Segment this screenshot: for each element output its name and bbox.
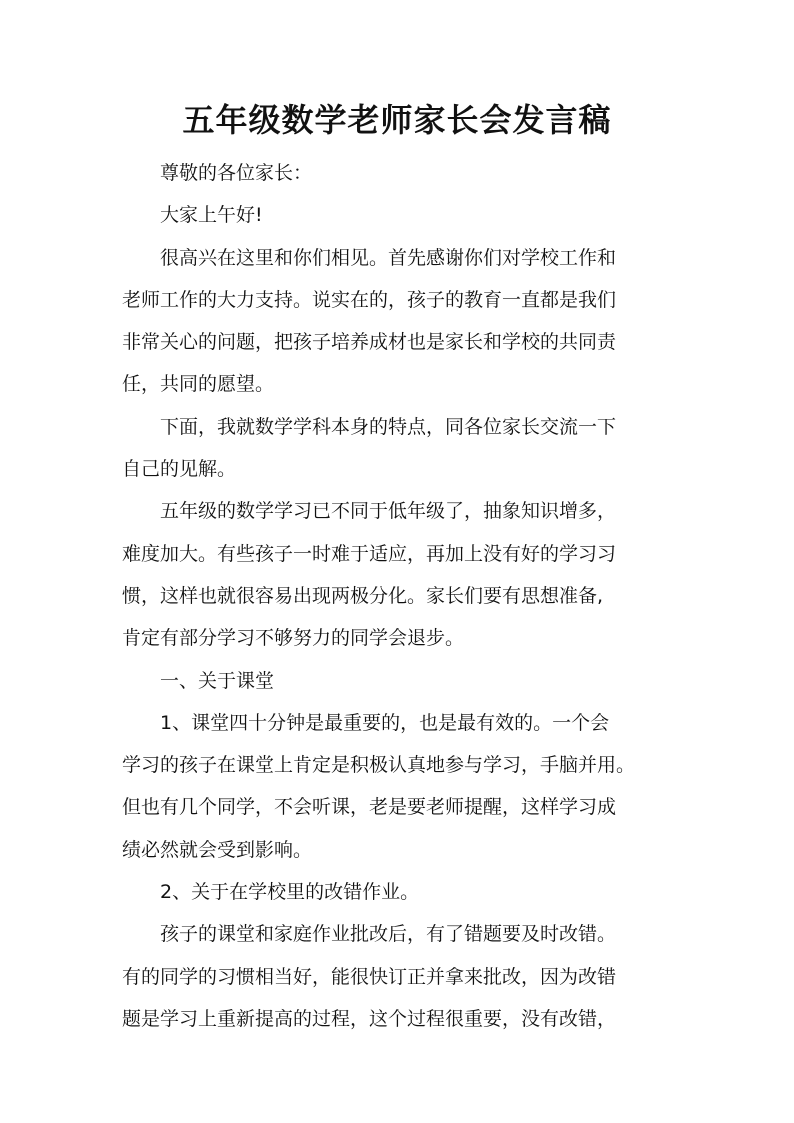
- text-line: 五年级的数学学习已不同于低年级了，抽象知识增多，: [160, 500, 617, 523]
- text-line: 非常关心的问题，把孩子培养成材也是家长和学校的共同责: [122, 331, 617, 354]
- text-line: 学习的孩子在课堂上肯定是积极认真地参与学习，手脑并用。: [122, 754, 636, 777]
- text-line: 题是学习上重新提高的过程，这个过程很重要，没有改错，: [122, 1007, 617, 1030]
- text-line: 1、课堂四十分钟是最重要的，也是最有效的。一个会: [160, 711, 610, 734]
- text-line: 难度加大。有些孩子一时难于适应，再加上没有好的学习习: [122, 542, 617, 565]
- text-line: 自己的见解。: [122, 458, 237, 481]
- text-line: 孩子的课堂和家庭作业批改后，有了错题要及时改错。: [160, 923, 617, 946]
- text-line: 一、关于课堂: [160, 669, 275, 692]
- text-line: 惯，这样也就很容易出现两极分化。家长们要有思想准备,: [122, 584, 604, 607]
- text-line: 大家上午好!: [160, 204, 263, 227]
- text-line: 有的同学的习惯相当好，能很快订正并拿来批改，因为改错: [122, 965, 617, 988]
- text-line: 很高兴在这里和你们相见。首先感谢你们对学校工作和: [160, 246, 617, 269]
- text-line: 任，共同的愿望。: [122, 373, 275, 396]
- text-line: 2、关于在学校里的改错作业。: [160, 881, 420, 904]
- text-line: 下面，我就数学学科本身的特点，同各位家长交流一下: [160, 415, 617, 438]
- document-title: 五年级数学老师家长会发言稿: [182, 101, 612, 139]
- text-line: 肯定有部分学习不够努力的同学会退步。: [122, 627, 465, 650]
- text-line: 老师工作的大力支持。说实在的，孩子的教育一直都是我们: [122, 288, 617, 311]
- text-line: 绩必然就会受到影响。: [122, 838, 313, 861]
- text-line: 但也有几个同学，不会听课，老是要老师提醒，这样学习成: [122, 796, 617, 819]
- document-body: [122, 152, 682, 1040]
- text-line: 尊敬的各位家长：: [160, 162, 313, 184]
